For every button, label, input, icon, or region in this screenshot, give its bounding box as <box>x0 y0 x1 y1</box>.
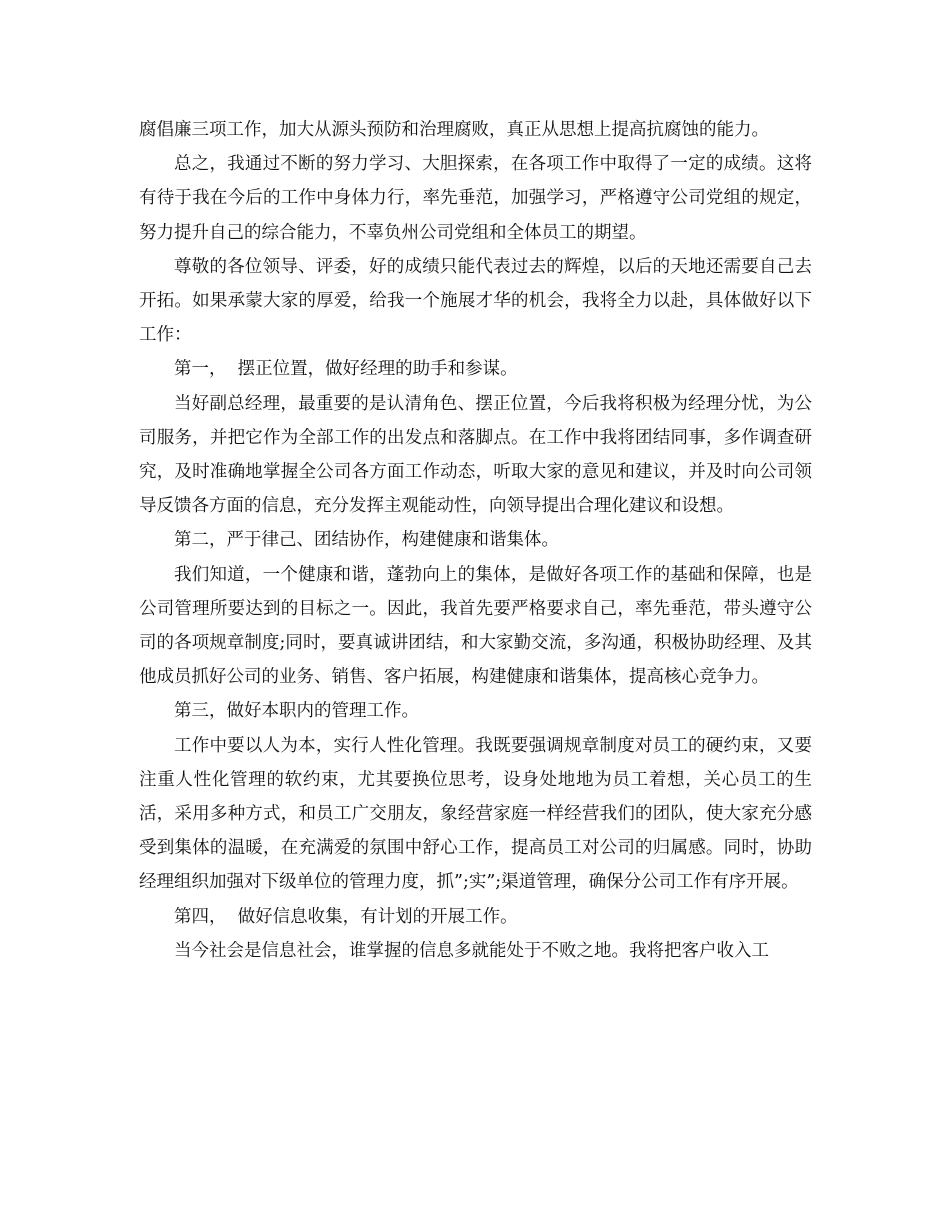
paragraph-summary: 总之，我通过不断的努力学习、大胆探索，在各项工作中取得了一定的成绩。这将有待于我在今后的工作中身体力行，率先垂范，加强学习，严格遵守公司党组的规定，努力提升自己的综合能力，不辜负州公司党组和全体员工的期望。 <box>139 154 812 243</box>
paragraph-address: 尊敬的各位领导、评委，好的成绩只能代表过去的辉煌，以后的天地还需要自己去开拓。如果承蒙大家的厚爱，给我一个施展才华的机会，我将全力以赴，具体做好以下工作： <box>139 256 812 346</box>
heading-fourth: 第四， 做好信息收集，有计划的开展工作。 <box>174 906 518 927</box>
heading-first: 第一， 摆正位置，做好经理的助手和参谋。 <box>174 359 518 380</box>
paragraph-continuation: 腐倡廉三项工作，加大从源头预防和治理腐败，真正从思想上提高抗腐蚀的能力。 <box>139 120 769 140</box>
paragraph-third: 工作中要以人为本，实行人性化管理。我既要强调规章制度对员工的硬约束，又要注重人性化管理的软约束，尤其要换位思考，设身处地地为员工着想，关心员工的生活，采用多种方式，和员工广交朋友，象经营家庭一样经营我们的团队，使大家充分感受到集体的温暖，在充满爱的氛围中舒心工作，提高员工对公司的归属感。同时，协助经理组织加强对下级单位的管理力度，抓”;实”;渠道管理，确保分公司工作有序开展。 <box>139 735 812 893</box>
heading-second: 第二，严于律己、团结协作，构建健康和谐集体。 <box>174 530 559 551</box>
paragraph-first: 当好副总经理，最重要的是认清角色、摆正位置，今后我将积极为经理分忧，为公司服务，并把它作为全部工作的出发点和落脚点。在工作中我将团结同事，多作调查研究，及时准确地掌握全公司各方面工作动态，听取大家的意见和建议，并及时向公司领导反馈各方面的信息，充分发挥主观能动性，向领导提出合理化建议和设想。 <box>139 393 812 517</box>
document-body <box>139 113 812 968</box>
heading-third: 第三，做好本职内的管理工作。 <box>174 701 419 722</box>
paragraph-fourth: 当今社会是信息社会，谁掌握的信息多就能处于不败之地。我将把客户收入工 <box>174 940 769 961</box>
paragraph-second: 我们知道，一个健康和谐，蓬勃向上的集体，是做好各项工作的基础和保障，也是公司管理所要达到的目标之一。因此，我首先要严格要求自己，率先垂范，带头遵守公司的各项规章制度;同时，要真诚讲团结，和大家勤交流，多沟通，积极协助经理、及其他成员抓好公司的业务、销售、客户拓展，构建健康和谐集体，提高核心竞争力。 <box>139 564 812 688</box>
